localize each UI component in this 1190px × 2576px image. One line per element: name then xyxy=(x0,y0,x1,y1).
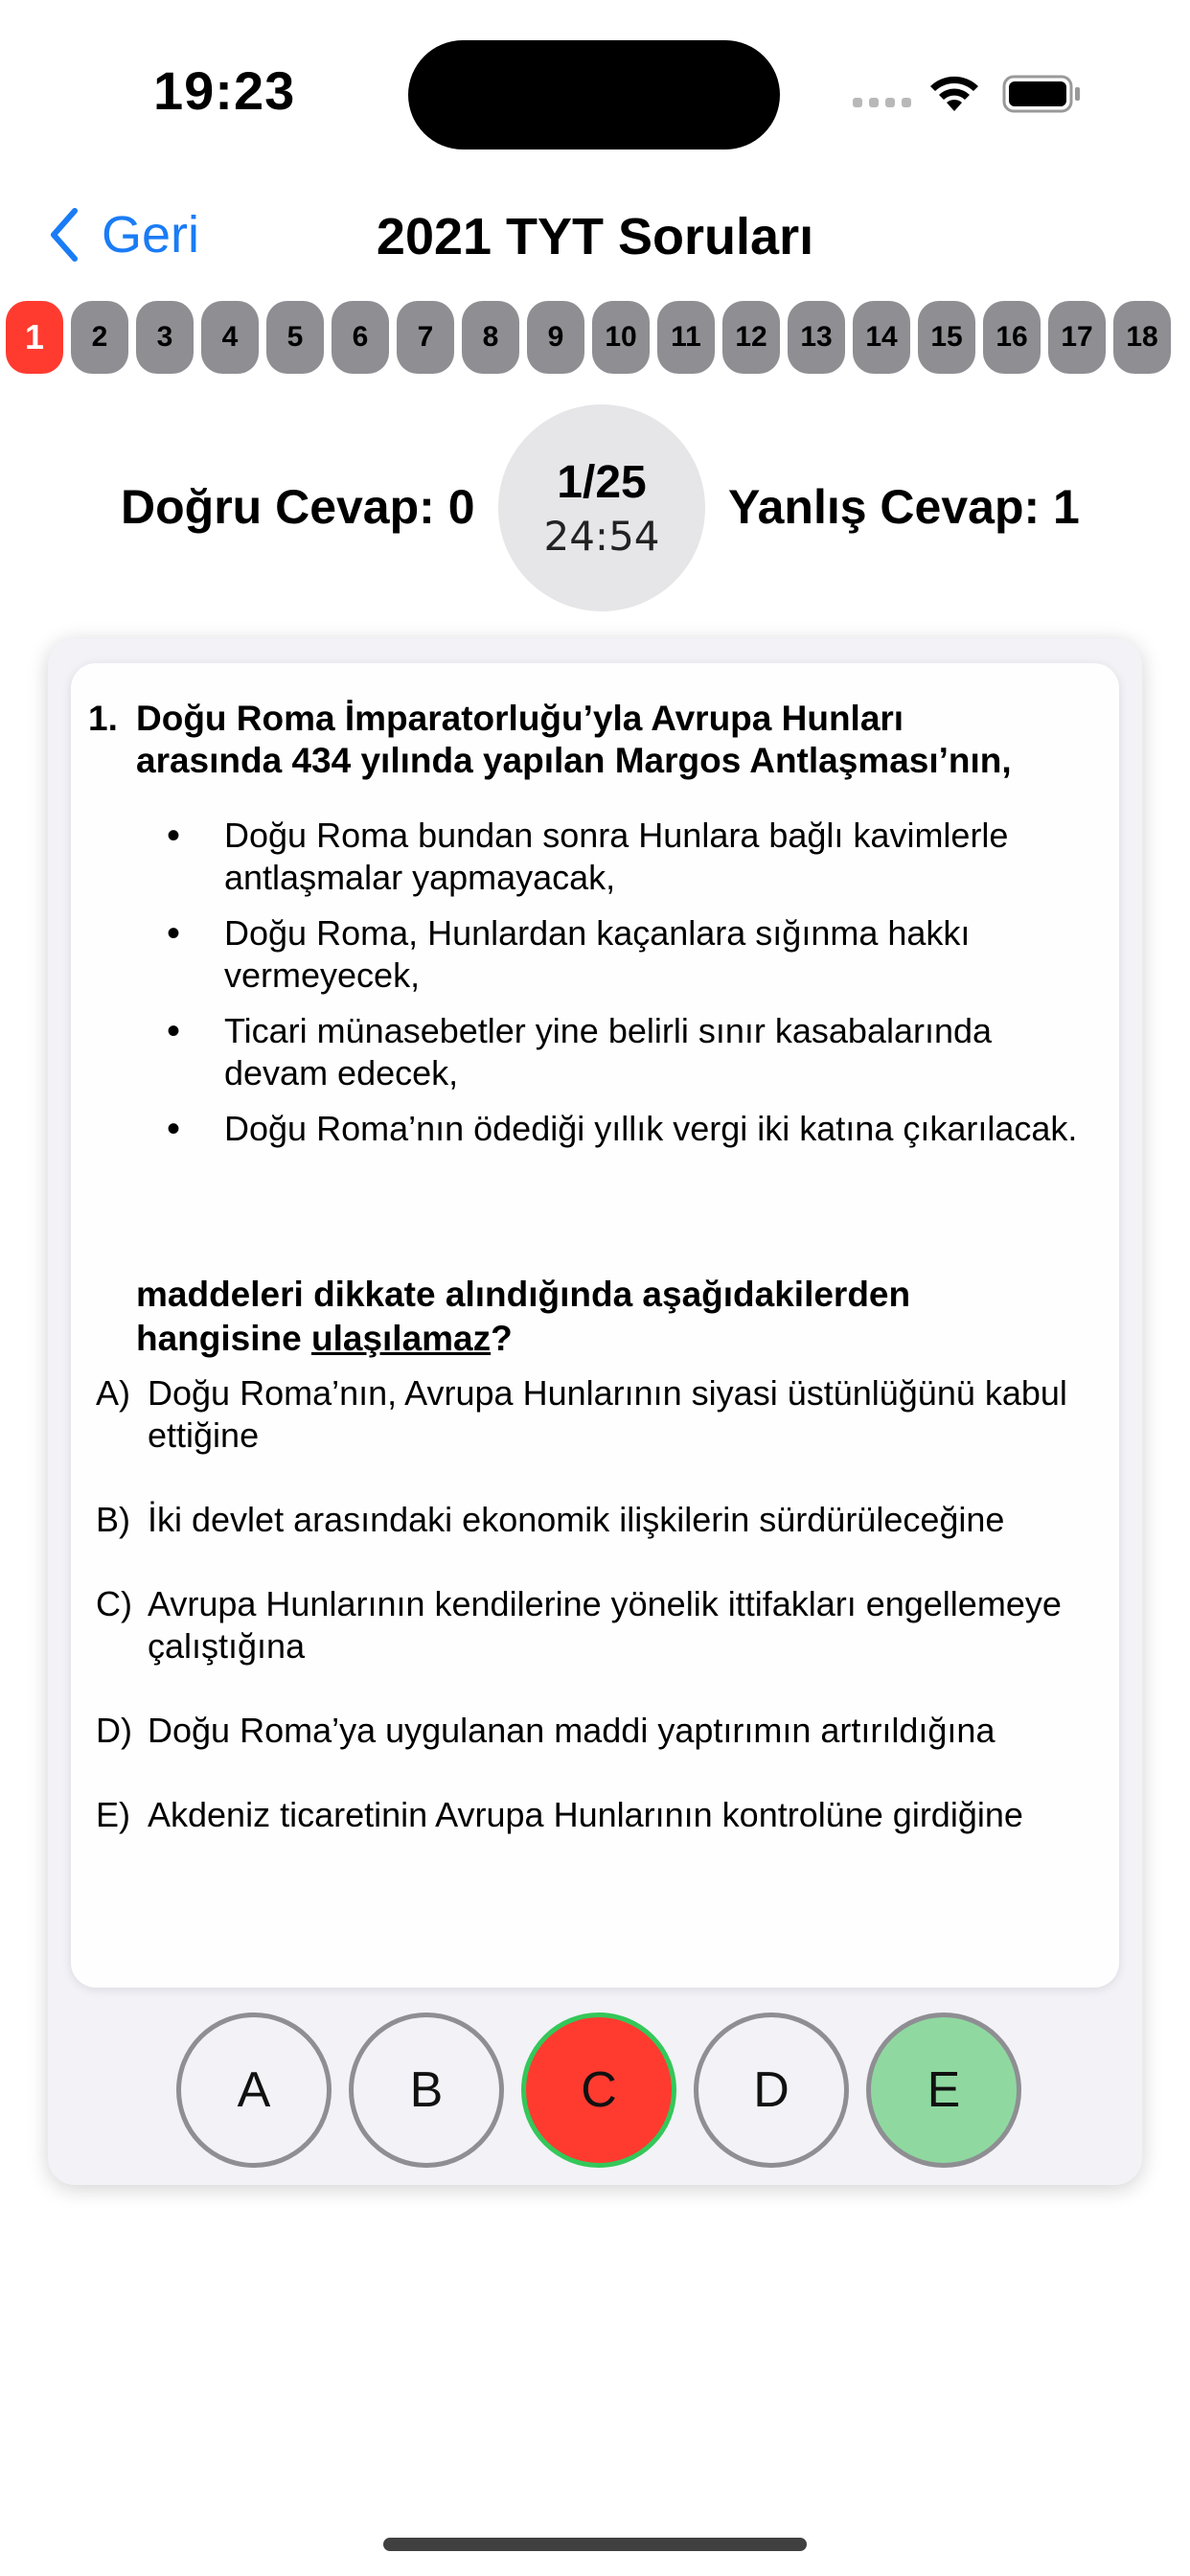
question-bullets xyxy=(167,815,1087,1163)
question-number-chip[interactable]: 7 xyxy=(397,301,454,374)
question-number-chip[interactable]: 13 xyxy=(788,301,845,374)
answer-buttons xyxy=(48,2012,1142,2170)
question-number-chip[interactable]: 17 xyxy=(1048,301,1106,374)
question-number-strip[interactable] xyxy=(0,301,1190,378)
question-counter: 1/25 xyxy=(557,457,647,508)
question-prompt xyxy=(136,1273,1094,1361)
option-letter: A) xyxy=(96,1373,130,1413)
option-letter: B) xyxy=(96,1500,130,1539)
answer-option xyxy=(96,1499,1102,1541)
answer-options-list xyxy=(96,1372,1102,1878)
question-number-chip[interactable]: 12 xyxy=(722,301,780,374)
question-bullet-item: • Doğu Roma bundan sonra Hunlara bağlı kavimlerle antlaşmalar yapmayacak, xyxy=(167,815,1087,899)
question-card xyxy=(48,638,1142,2185)
answer-button-e[interactable]: E xyxy=(866,2012,1021,2168)
question-number-chip[interactable]: 8 xyxy=(462,301,519,374)
progress-timer-badge xyxy=(498,404,705,611)
wifi-icon xyxy=(926,69,983,115)
question-prompt-emphasis: ulaşılamaz xyxy=(310,1319,492,1358)
question-bullet-item: • Doğu Roma’nın ödediği yıllık vergi iki katına çıkarılacak. xyxy=(167,1108,1087,1150)
dynamic-island xyxy=(408,40,780,150)
question-bullet-item: • Doğu Roma, Hunlardan kaçanlara sığınma hakkı vermeyecek, xyxy=(167,912,1087,997)
answer-option xyxy=(96,1710,1102,1752)
question-number-chip[interactable]: 2 xyxy=(71,301,128,374)
question-prompt-line: maddeleri dikkate alındığında aşağıdakilerden xyxy=(136,1275,911,1314)
cellular-signal-icon xyxy=(853,96,912,111)
page-title: 2021 TYT Soruları xyxy=(376,208,814,265)
question-number-chip[interactable]: 16 xyxy=(983,301,1041,374)
status-bar xyxy=(0,0,1190,182)
status-time: 19:23 xyxy=(153,60,296,121)
wrong-count: Yanlış Cevap: 1 xyxy=(728,480,1080,534)
option-letter: C) xyxy=(96,1584,132,1623)
question-stem-line: arasında 434 yılında yapılan Margos Antlaşması’nın, xyxy=(136,741,1012,780)
answer-button-a[interactable]: A xyxy=(176,2012,332,2168)
option-text: Doğu Roma’nın, Avrupa Hunlarının siyasi üstünlüğünü kabul ettiğine xyxy=(148,1373,1067,1455)
question-number-chip[interactable]: 11 xyxy=(657,301,715,374)
question-number-chip[interactable]: 4 xyxy=(201,301,259,374)
question-content xyxy=(71,663,1119,1988)
question-number-chip[interactable]: 9 xyxy=(527,301,584,374)
answer-button-c[interactable]: C xyxy=(521,2012,676,2168)
answer-option xyxy=(96,1583,1102,1668)
option-text: İki devlet arasındaki ekonomik ilişkilerin sürdürüleceğine xyxy=(148,1500,1005,1539)
question-number: 1. xyxy=(88,699,118,738)
correct-count: Doğru Cevap: 0 xyxy=(121,480,475,534)
question-number-chip[interactable]: 1 xyxy=(6,301,63,374)
question-number-chip[interactable]: 14 xyxy=(853,301,910,374)
answer-option xyxy=(96,1794,1102,1836)
question-prompt-suffix: ? xyxy=(491,1319,513,1358)
option-text: Avrupa Hunlarının kendilerine yönelik ittifakları engellemeye çalıştığına xyxy=(148,1584,1062,1666)
question-number-chip[interactable]: 5 xyxy=(266,301,324,374)
question-prompt-prefix: hangisine xyxy=(136,1319,311,1358)
battery-icon xyxy=(1002,75,1083,113)
option-text: Akdeniz ticaretinin Avrupa Hunlarının kontrolüne girdiğine xyxy=(148,1795,1023,1834)
countdown-timer: 24:54 xyxy=(543,513,660,560)
back-label: Geri xyxy=(102,206,200,264)
answer-button-b[interactable]: B xyxy=(349,2012,504,2168)
answer-option xyxy=(96,1372,1102,1457)
question-number-chip[interactable]: 15 xyxy=(918,301,975,374)
question-bullet-item: • Ticari münasebetler yine belirli sınır kasabalarında devam edecek, xyxy=(167,1010,1087,1094)
question-number-chip[interactable]: 10 xyxy=(592,301,650,374)
option-text: Doğu Roma’ya uygulanan maddi yaptırımın artırıldığına xyxy=(148,1711,995,1750)
option-letter: E) xyxy=(96,1795,130,1834)
answer-button-d[interactable]: D xyxy=(694,2012,849,2168)
navigation-bar xyxy=(0,182,1190,288)
question-number-chip[interactable]: 18 xyxy=(1113,301,1171,374)
question-number-chip[interactable]: 6 xyxy=(332,301,389,374)
home-indicator xyxy=(383,2538,807,2551)
option-letter: D) xyxy=(96,1711,132,1750)
question-number-chip[interactable]: 3 xyxy=(136,301,194,374)
question-stem-line: Doğu Roma İmparatorluğu’yla Avrupa Hunları xyxy=(136,699,904,738)
